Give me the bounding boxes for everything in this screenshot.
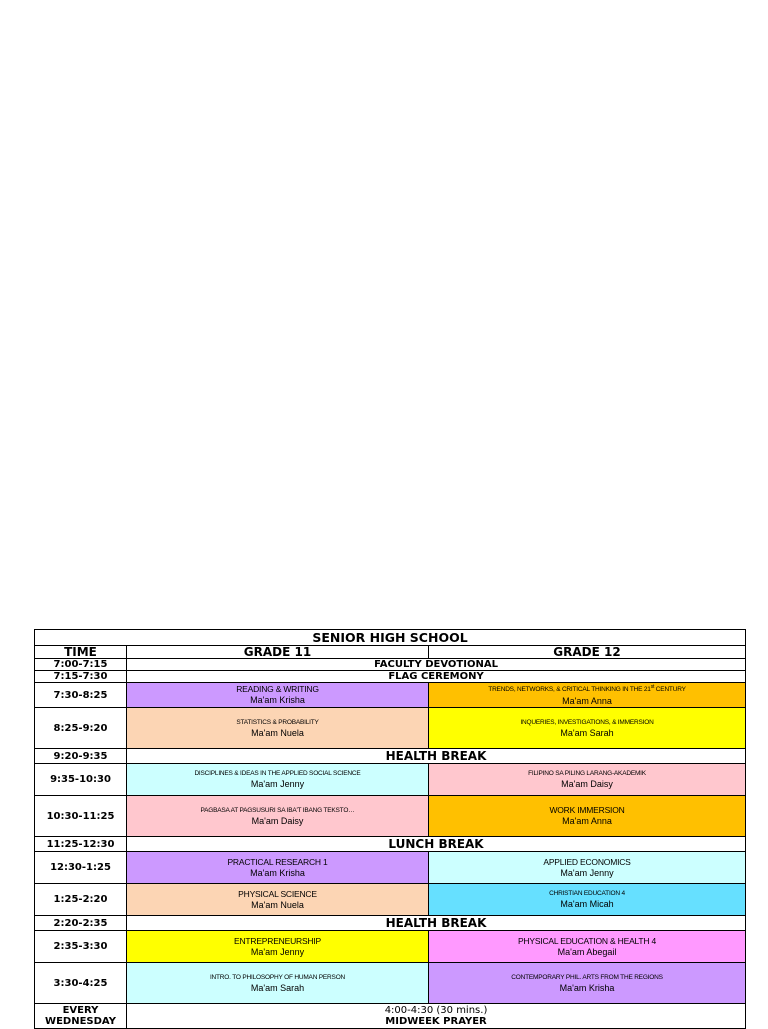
grade-12-class-cell [429, 884, 746, 916]
teacher-label: Ma'am Sarah [250, 982, 305, 993]
time-cell: 2:20-2:35 [35, 916, 127, 931]
time-cell: 3:30-4:25 [35, 963, 127, 1004]
schedule-row [35, 796, 746, 837]
schedule-row [35, 852, 746, 884]
page-title: SENIOR HIGH SCHOOL [35, 630, 746, 646]
grade-11-class-cell [127, 764, 429, 796]
subject-label: PRACTICAL RESEARCH 1 [227, 856, 328, 867]
teacher-label: Ma'am Nuela [251, 899, 304, 910]
subject-label [429, 683, 745, 694]
time-cell: 7:00-7:15 [35, 659, 127, 671]
subject-label: CONTEMPORARY PHIL. ARTS FROM THE REGIONS [511, 973, 663, 981]
time-cell: 7:15-7:30 [35, 671, 127, 683]
grade-11-class-cell [127, 796, 429, 837]
time-cell: 12:30-1:25 [35, 852, 127, 884]
schedule-row [35, 708, 746, 749]
subject-label: PHYSICAL SCIENCE [238, 888, 317, 899]
subject-label: WORK IMMERSION [549, 805, 625, 815]
subject-label: READING & WRITING [236, 684, 319, 694]
subject-label: DISCIPLINES & IDEAS IN THE APPLIED SOCIAL SCIENCE [194, 770, 361, 777]
grade-11-class-cell [127, 683, 429, 708]
subject-label: APPLIED ECONOMICS [543, 856, 631, 867]
subject-label: ENTREPRENEURSHIP [233, 935, 321, 946]
schedule-row [35, 764, 746, 796]
schedule-row [35, 683, 746, 708]
header-grade-11: GRADE 11 [127, 646, 429, 659]
teacher-label: Ma'am Anna [562, 695, 612, 706]
faculty-devotional-cell: FACULTY DEVOTIONAL [127, 659, 746, 671]
grade-12-class-cell [429, 931, 746, 963]
schedule-row [35, 931, 746, 963]
midweek-time-label: 4:00-4:30 (30 mins.) [384, 1005, 488, 1016]
subject-text: TRENDS, NETWORKS, & CRITICAL THINKING IN THE 21 [488, 686, 651, 694]
grade-12-class-cell [429, 764, 746, 796]
midweek-prayer-cell [127, 1004, 746, 1029]
teacher-label: Ma'am Daisy [561, 779, 613, 789]
teacher-label: Ma'am Micah [560, 899, 614, 909]
time-cell: 11:25-12:30 [35, 837, 127, 852]
grade-12-class-cell [429, 963, 746, 1004]
subject-label: INQUERIES, INVESTIGATIONS, & IMMERSION [520, 718, 654, 726]
teacher-label: Ma'am Jenny [560, 867, 614, 878]
teacher-label: Ma'am Nuela [251, 727, 304, 738]
teacher-label: Ma'am Abegail [557, 946, 617, 957]
time-cell: EVERY WEDNESDAY [35, 1004, 127, 1029]
teacher-label: Ma'am Daisy [251, 815, 304, 826]
schedule-row [35, 963, 746, 1004]
schedule-table [34, 629, 746, 1029]
grade-12-class-cell [429, 683, 746, 708]
title-row [35, 630, 746, 646]
time-cell: 8:25-9:20 [35, 708, 127, 749]
schedule-row [35, 837, 746, 852]
schedule-row [35, 659, 746, 671]
grade-12-class-cell [429, 852, 746, 884]
header-row [35, 646, 746, 659]
grade-11-class-cell [127, 963, 429, 1004]
grade-11-class-cell [127, 852, 429, 884]
time-cell: 9:35-10:30 [35, 764, 127, 796]
subject-label: PHYSICAL EDUCATION & HEALTH 4 [517, 935, 657, 946]
midweek-prayer-label: MIDWEEK PRAYER [385, 1016, 487, 1027]
time-cell: 10:30-11:25 [35, 796, 127, 837]
health-break-cell: HEALTH BREAK [127, 916, 746, 931]
teacher-label: Ma'am Anna [562, 816, 612, 826]
schedule-row [35, 916, 746, 931]
grade-11-class-cell [127, 931, 429, 963]
schedule-row [35, 884, 746, 916]
schedule-row [35, 749, 746, 764]
teacher-label: Ma'am Krisha [250, 695, 305, 705]
subject-label: STATISTICS & PROBABILITY [236, 718, 319, 726]
grade-12-class-cell [429, 708, 746, 749]
teacher-label: Ma'am Jenny [250, 779, 305, 789]
subject-label: INTRO. TO PHILOSOPHY OF HUMAN PERSON [209, 973, 346, 981]
subject-label: PAGBASA AT PAGSUSURI SA IBA'T IBANG TEKSTO… [200, 806, 355, 814]
subject-label: CHRISTIAN EDUCATION 4 [549, 890, 625, 897]
teacher-label: Ma'am Sarah [560, 727, 614, 738]
grade-11-class-cell [127, 708, 429, 749]
health-break-cell: HEALTH BREAK [127, 749, 746, 764]
teacher-label: Ma'am Krisha [559, 982, 615, 993]
header-grade-12: GRADE 12 [429, 646, 746, 659]
time-cell: 2:35-3:30 [35, 931, 127, 963]
subject-superscript: st [650, 684, 655, 691]
teacher-label: Ma'am Jenny [250, 946, 305, 957]
grade-11-class-cell [127, 884, 429, 916]
header-time: TIME [35, 646, 127, 659]
grade-12-class-cell [429, 796, 746, 837]
schedule-row [35, 671, 746, 683]
teacher-label: Ma'am Krisha [250, 867, 305, 878]
time-cell: 9:20-9:35 [35, 749, 127, 764]
schedule-row [35, 1004, 746, 1029]
subject-text-end: CENTURY [654, 686, 686, 694]
time-cell: 1:25-2:20 [35, 884, 127, 916]
flag-ceremony-cell: FLAG CEREMONY [127, 671, 746, 683]
subject-label: FILIPINO SA PILING LARANG-AKADEMIK [528, 770, 646, 777]
time-cell: 7:30-8:25 [35, 683, 127, 708]
lunch-break-cell: LUNCH BREAK [127, 837, 746, 852]
